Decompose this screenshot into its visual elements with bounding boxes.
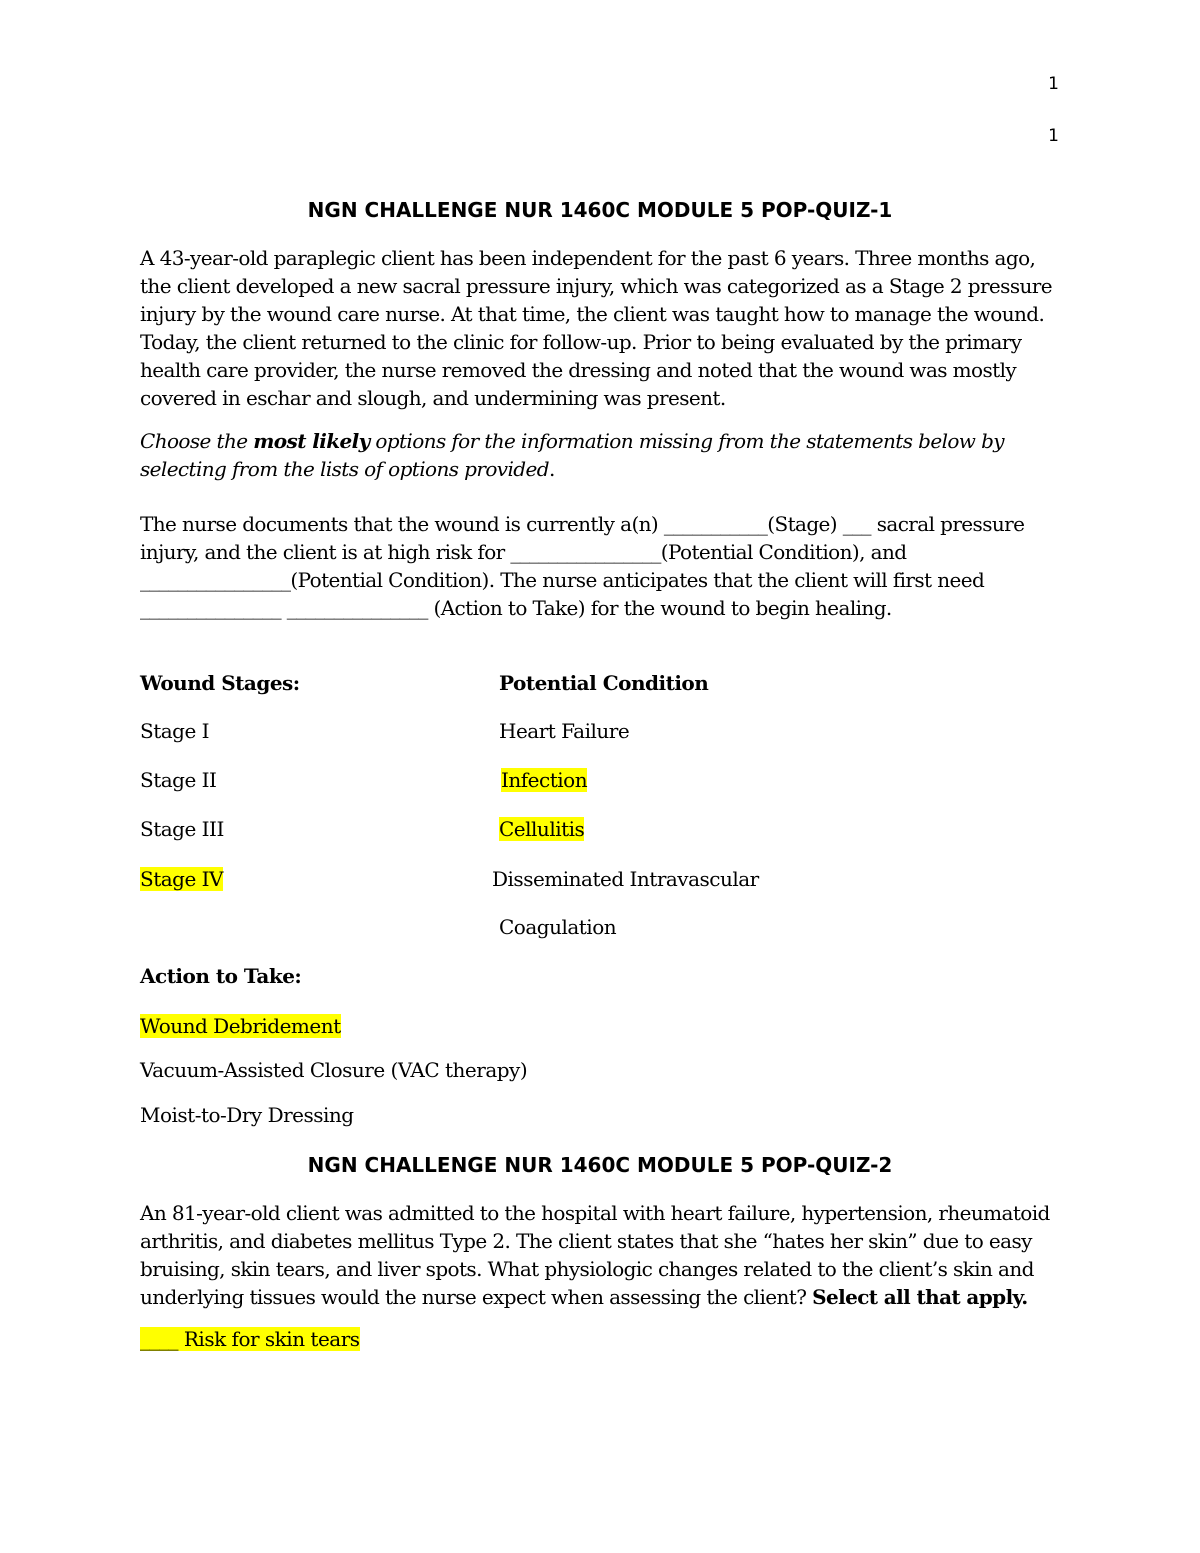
quiz1-scenario: A 43-year-old paraplegic client has been independent for the past 6 years. Three months ago, the client developed a new sacral pressure injury, which was categorized as a Stage 2 pressure injury by the wound care nurse. At that time, the client was taught how to manage the wound. Today, the client returned to the clinic for follow-up. Prior to being evaluated by the primary health care provider, the nurse removed the dressing and noted that the wound was mostly covered in eschar and slough, and undermining was present. <box>140 246 1052 410</box>
action-option: Moist-to-Dry Dressing <box>140 1103 354 1127</box>
wound-stage-option: Stage I <box>140 719 210 743</box>
quiz2-scenario <box>140 1199 1065 1311</box>
page-number: 1 <box>1048 126 1059 146</box>
potential-condition-header: Potential Condition <box>499 671 709 695</box>
instruction-text: options for the information missing from the statements below by selecting from the lists of options provided <box>140 429 1004 481</box>
condition-option: Disseminated Intravascular <box>492 867 759 891</box>
action-header: Action to Take: <box>140 964 302 988</box>
action-option: Vacuum-Assisted Closure (VAC therapy) <box>140 1058 528 1082</box>
condition-option-selected: Infection <box>501 768 588 792</box>
quiz1-instruction <box>140 427 1065 483</box>
quiz2-title: NGN CHALLENGE NUR 1460C MODULE 5 POP-QUIZ-2 <box>307 1153 893 1177</box>
wound-stage-option-selected: Stage IV <box>140 867 224 891</box>
quiz2-question: An 81-year-old client was admitted to the hospital with heart failure, hypertension, rheumatoid arthritis, and diabetes mellitus Type 2. The client states that she “hates her skin” due to easy bruising, skin tears, and liver spots. What physiologic changes related to the client’s skin and underlying tissues would the nurse expect when assessing the client? <box>140 1201 1050 1309</box>
instruction-text: Choose the <box>140 429 254 453</box>
condition-option-selected: Cellulitis <box>499 817 585 841</box>
select-all-instruction: Select all that apply. <box>812 1285 1028 1309</box>
quiz1-statement: The nurse documents that the wound is currently a(n) ___________(Stage) ___ sacral pressure injury, and the client is at high risk for ________________(Potential Condition), and ________________(Potential Condition). The nurse anticipates that the client will first need _______________ _______________ (Action to Take) for the wound to begin healing. <box>140 512 1025 620</box>
condition-option-continued: Coagulation <box>499 915 617 939</box>
quiz2-option-selected: ____ Risk for skin tears <box>140 1327 360 1351</box>
instruction-period: . <box>548 457 555 481</box>
wound-stages-header: Wound Stages: <box>140 671 300 695</box>
wound-stage-option: Stage II <box>140 768 217 792</box>
action-option-selected: Wound Debridement <box>140 1014 341 1038</box>
page-number: 1 <box>1048 74 1059 94</box>
wound-stage-option: Stage III <box>140 817 224 841</box>
instruction-emphasis: most likely <box>253 429 370 453</box>
quiz1-title: NGN CHALLENGE NUR 1460C MODULE 5 POP-QUIZ-1 <box>307 198 893 222</box>
condition-option: Heart Failure <box>499 719 630 743</box>
